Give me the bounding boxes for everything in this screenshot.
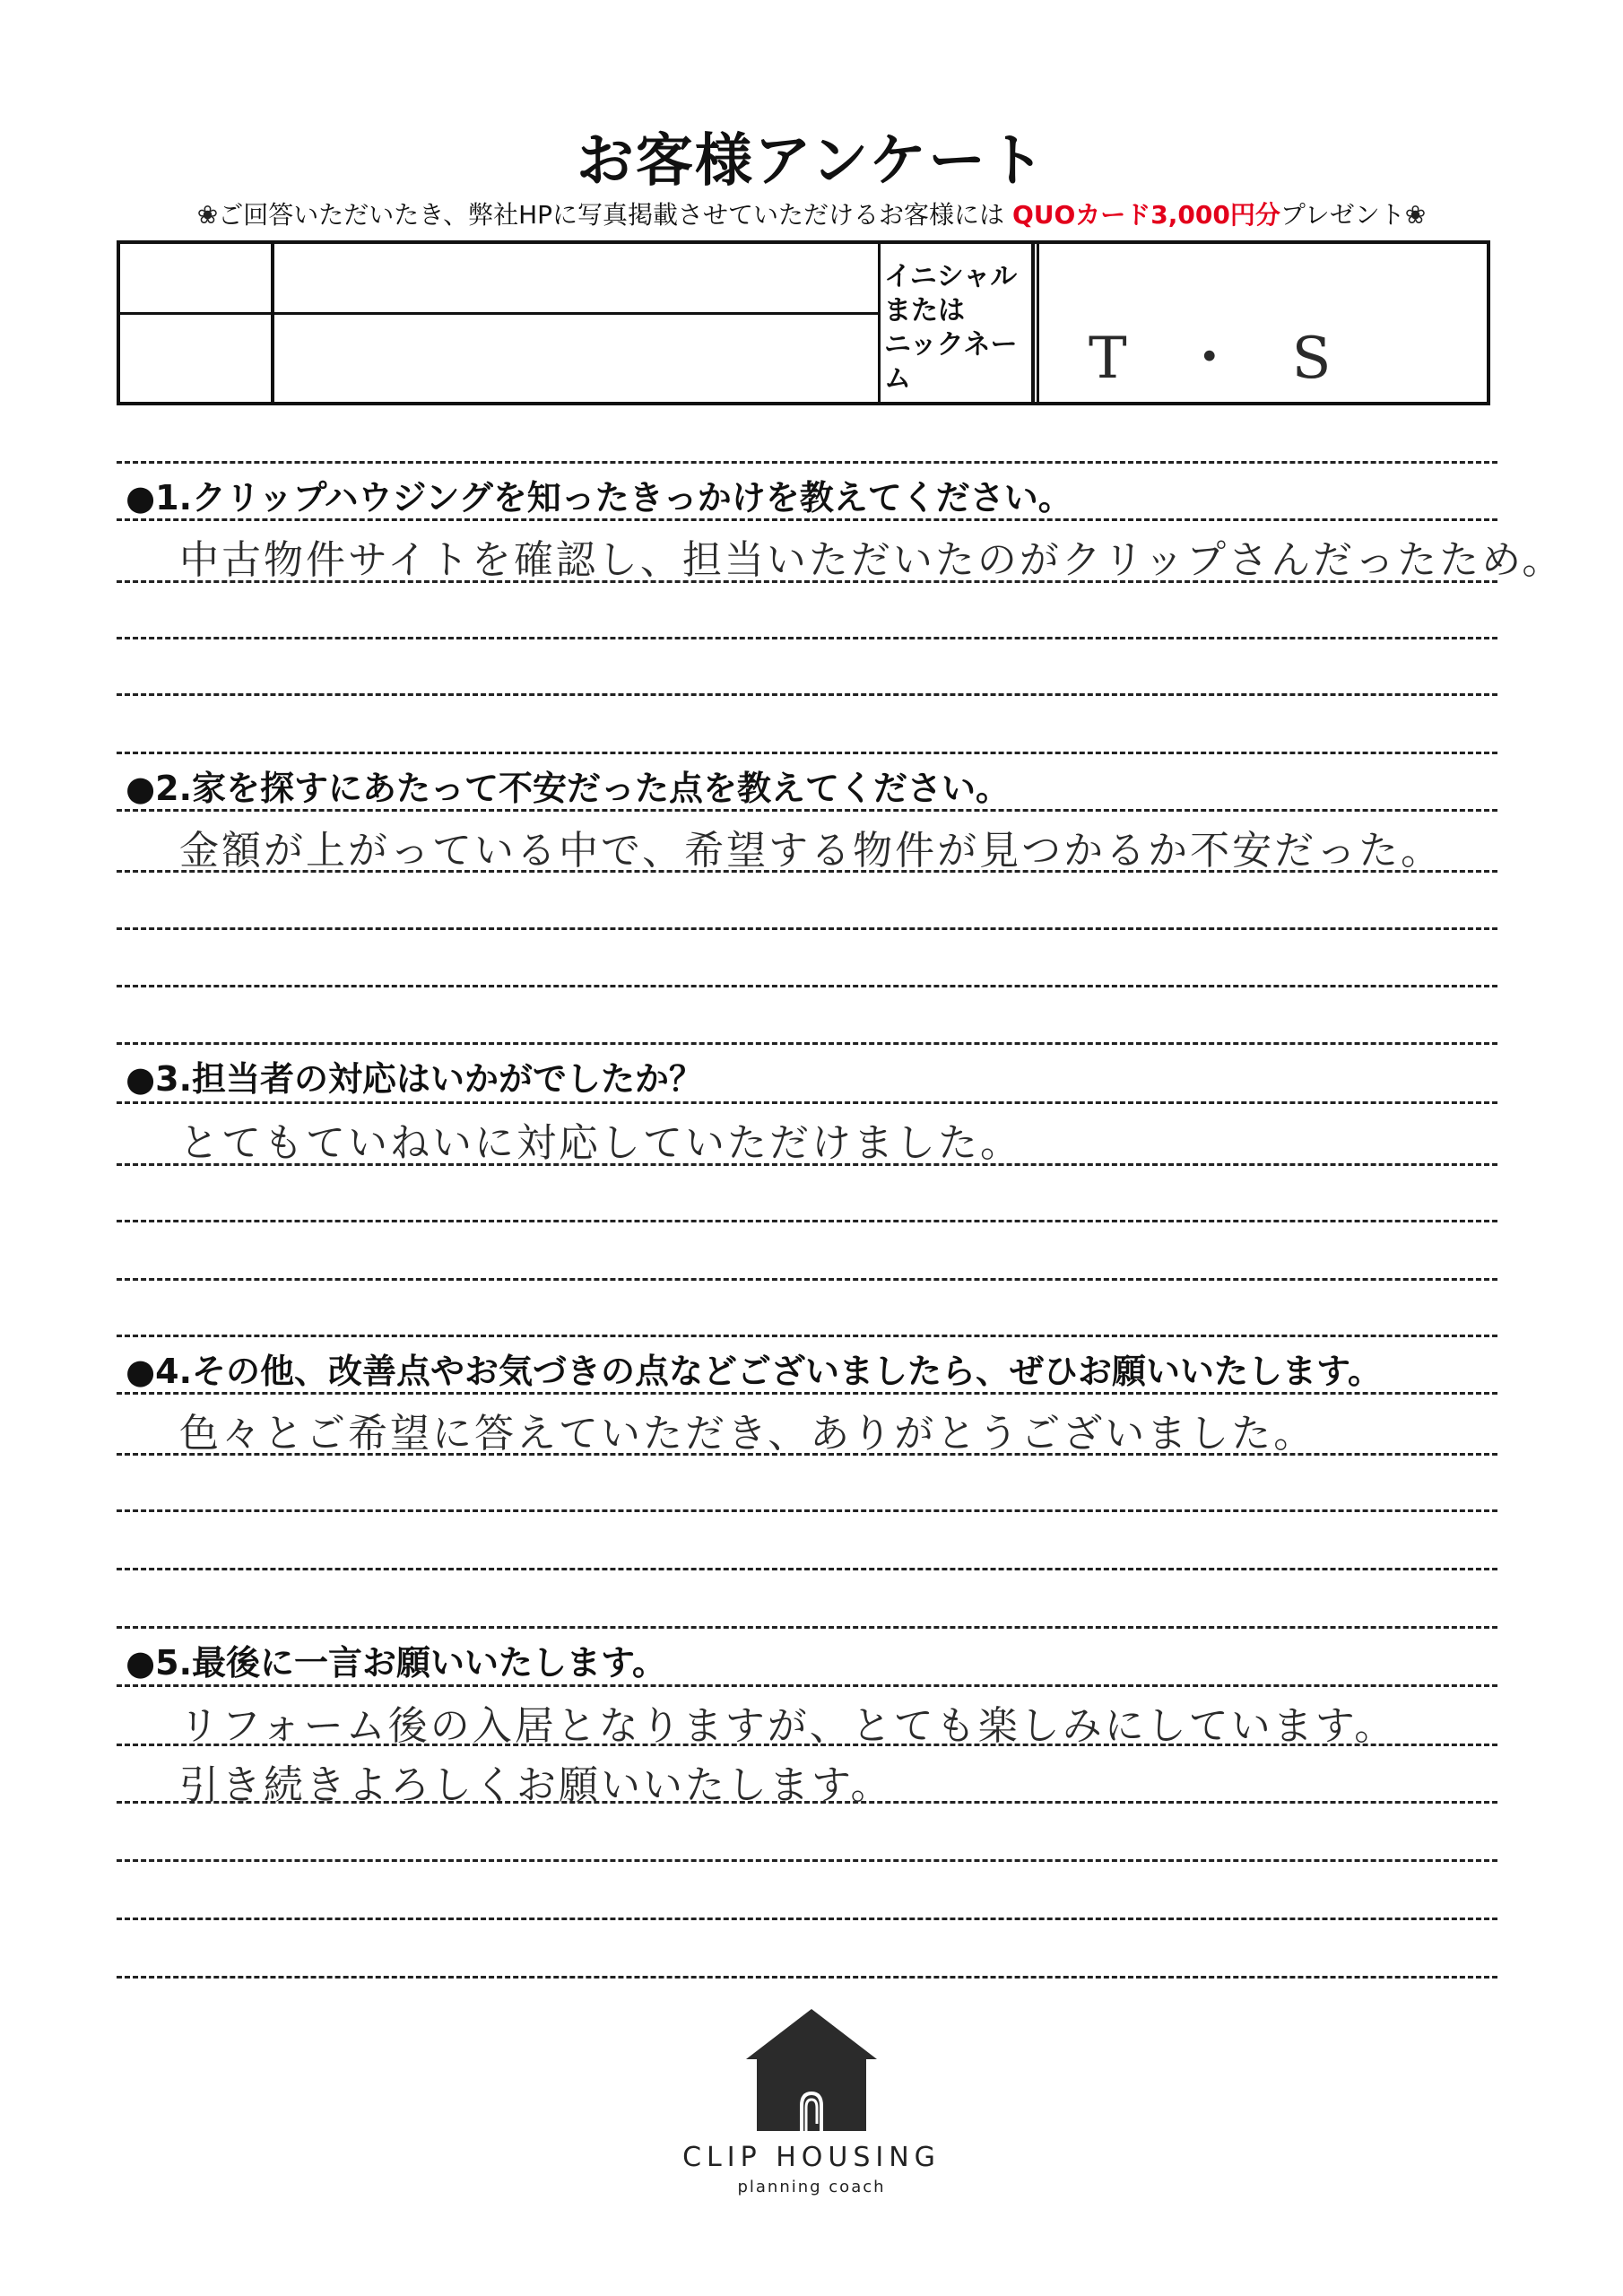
dashed-rule [117, 1042, 1497, 1045]
table-divider [878, 244, 881, 402]
dashed-rule [117, 870, 1497, 873]
dashed-rule [117, 927, 1497, 930]
dashed-rule [117, 1626, 1497, 1629]
question-1-heading: ●1.クリップハウジングを知ったきっかけを教えてください。 [126, 478, 1072, 517]
dashed-rule [117, 461, 1497, 464]
answer-5-line-1: リフォーム後の入居となりますが、とても楽しみにしています。 [179, 1703, 1397, 1749]
dashed-rule [117, 752, 1497, 754]
dashed-rule [117, 1859, 1497, 1862]
dashed-rule [117, 1278, 1497, 1281]
dashed-rule [117, 1976, 1497, 1979]
house-logo-icon [744, 2007, 879, 2133]
campaign-notice [0, 196, 1623, 231]
dashed-rule [117, 580, 1497, 583]
dashed-rule [117, 1744, 1497, 1746]
dashed-rule [117, 1392, 1497, 1395]
answer-3-line-1: とてもていねいに対応していただけました。 [179, 1120, 1022, 1166]
customer-info-table [117, 240, 1490, 405]
dashed-rule [117, 693, 1497, 696]
dashed-rule [117, 1568, 1497, 1570]
dashed-rule [117, 637, 1497, 639]
dashed-rule [117, 1509, 1497, 1512]
question-2-heading: ●2.家を探すにあたって不安だった点を教えてください。 [126, 769, 1011, 808]
dashed-rule [117, 1801, 1497, 1804]
page-title: お客様アンケート [576, 128, 1047, 195]
question-4-heading: ●4.その他、改善点やお気づきの点などございましたら、ぜひお願いいたします。 [126, 1352, 1382, 1391]
brand-name: CLIP HOUSING [682, 2142, 941, 2173]
question-3-heading: ●3.担当者の対応はいかがでしたか？ [126, 1059, 704, 1099]
dashed-rule [117, 1101, 1497, 1104]
dashed-rule [117, 1335, 1497, 1337]
notice-suffix: プレゼント [1280, 200, 1405, 230]
table-divider [274, 312, 878, 315]
answer-1-line-1: 中古物件サイトを確認し、担当いただいたのがクリップさんだったため。 [179, 537, 1565, 583]
dashed-rule [117, 518, 1497, 521]
dashed-rule [117, 1453, 1497, 1456]
answer-2-line-1: 金額が上がっている中で、希望する物件が見つかるか不安だった。 [179, 828, 1444, 874]
flower-icon: ❀ [196, 200, 219, 230]
brand-tagline: planning coach [737, 2178, 886, 2196]
table-divider [271, 244, 274, 402]
flower-icon: ❀ [1404, 200, 1427, 230]
dashed-rule [117, 1163, 1497, 1166]
dashed-rule [117, 1684, 1497, 1687]
question-5-heading: ●5.最後に一言お願いいたします。 [126, 1643, 666, 1683]
dashed-rule [117, 809, 1497, 812]
notice-text: ご回答いただいたき、弊社HPに写真掲載させていただけるお客様には [218, 200, 1005, 230]
dashed-rule [117, 1220, 1497, 1222]
answer-5-line-2: 引き続きよろしくお願いいたします。 [179, 1762, 893, 1808]
quo-card-highlight: QUOカード3,000円分 [1011, 200, 1280, 230]
dashed-rule [117, 985, 1497, 987]
answer-4-line-1: 色々とご希望に答えていただき、ありがとうございました。 [179, 1411, 1316, 1457]
dashed-rule [117, 1918, 1497, 1920]
table-divider [120, 312, 271, 315]
nickname-value: T・S [1089, 326, 1385, 392]
nickname-label: イニシャル または ニックネー ム [884, 261, 1018, 395]
